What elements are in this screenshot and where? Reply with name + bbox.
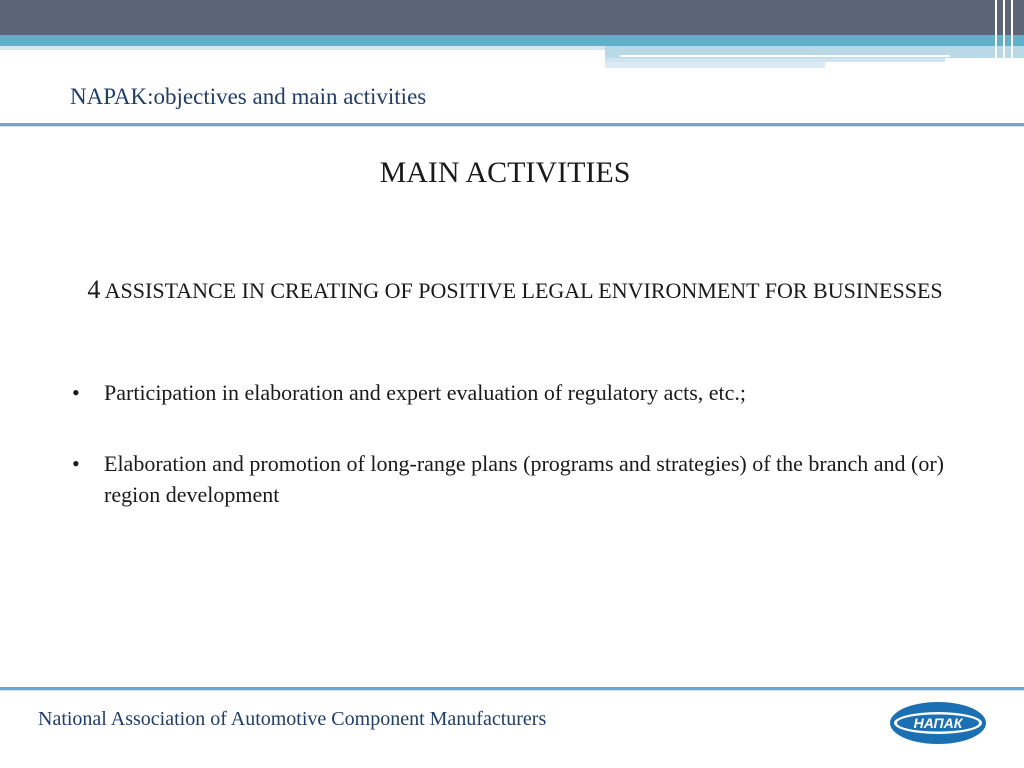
list-item <box>70 448 950 510</box>
section-heading <box>70 274 960 306</box>
footer-divider <box>0 690 1024 691</box>
header-dark-bar <box>0 0 1024 35</box>
list-item <box>70 377 950 408</box>
logo-text: НАПАК <box>913 715 963 731</box>
napak-logo <box>888 700 988 746</box>
footer-organization: National Association of Automotive Component Manufacturers <box>38 708 547 730</box>
header-stripe <box>995 0 997 70</box>
header-teal-bar <box>0 35 1024 46</box>
slide-title: NAPAK:objectives and main activities <box>70 84 427 109</box>
main-heading: MAIN ACTIVITIES <box>379 156 631 189</box>
section-title: ASSISTANCE IN CREATING OF POSITIVE LEGAL ENVIRONMENT FOR BUSINESSES <box>104 278 943 303</box>
title-divider <box>0 126 1024 127</box>
bullet-icon: • <box>72 380 80 405</box>
header-pale-bar <box>0 46 605 50</box>
header-pale-bar <box>605 62 825 68</box>
bullet-list <box>70 377 950 550</box>
header-stripe <box>1011 0 1013 70</box>
bullet-text: Participation in elaboration and expert evaluation of regulatory acts, etc.; <box>104 380 747 405</box>
section-number: 4 <box>87 275 101 304</box>
header-stripe <box>1003 0 1005 70</box>
header-divider <box>620 55 950 57</box>
bullet-text: Elaboration and promotion of long-range plans (programs and strategies) of the branch and (or) region development <box>104 451 945 507</box>
bullet-icon: • <box>72 451 80 476</box>
